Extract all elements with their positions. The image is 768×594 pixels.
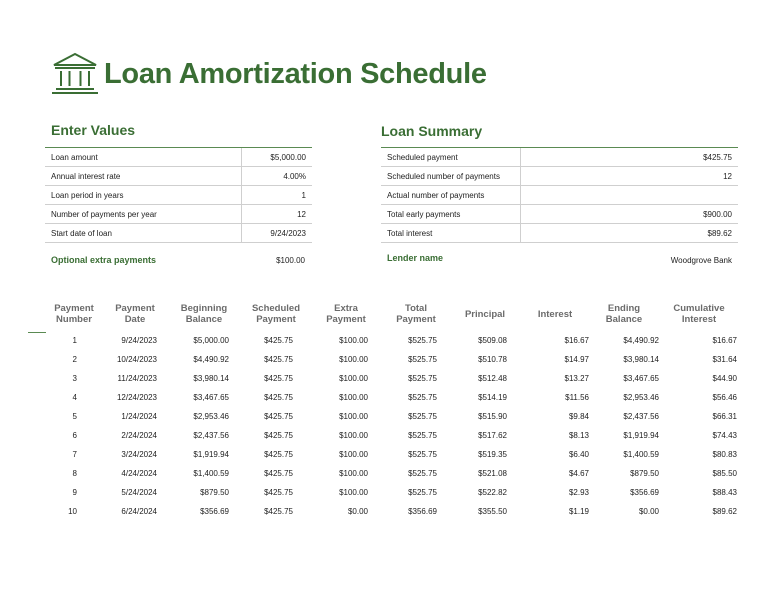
cell-ending: $2,953.46 (623, 393, 659, 402)
cell-total: $525.75 (408, 393, 437, 402)
payments-per-year-value[interactable]: 12 (241, 205, 312, 224)
column-header-cumint: Cumulative Interest (673, 303, 725, 325)
cell-extra: $100.00 (339, 336, 368, 345)
cell-cumint: $88.43 (712, 488, 737, 497)
cell-extra: $100.00 (339, 488, 368, 497)
row-label: Number of payments per year (45, 205, 241, 224)
amortization-schedule (45, 331, 745, 521)
loan-summary-row (381, 167, 738, 186)
title-row (50, 50, 487, 98)
cell-total: $525.75 (408, 450, 437, 459)
cell-ending: $0.00 (638, 507, 659, 516)
cell-date: 11/24/2023 (117, 374, 157, 383)
cell-sched: $425.75 (264, 488, 293, 497)
row-label: Annual interest rate (45, 167, 241, 186)
cell-principal: $510.78 (478, 355, 507, 364)
cell-date: 1/24/2024 (121, 412, 157, 421)
cell-principal: $509.08 (478, 336, 507, 345)
cell-ending: $3,467.65 (623, 374, 659, 383)
table-row (45, 445, 745, 464)
cell-sched: $425.75 (264, 355, 293, 364)
cell-num: 5 (72, 412, 77, 421)
cell-ending: $1,919.94 (623, 431, 659, 440)
cell-date: 5/24/2024 (121, 488, 157, 497)
enter-values-row (45, 205, 312, 224)
actual-number-value (520, 186, 738, 205)
cell-total: $356.69 (408, 507, 437, 516)
cell-sched: $425.75 (264, 374, 293, 383)
cell-total: $525.75 (408, 336, 437, 345)
cell-extra: $100.00 (339, 431, 368, 440)
cell-interest: $16.67 (564, 336, 589, 345)
table-row (45, 407, 745, 426)
cell-interest: $6.40 (568, 450, 589, 459)
cell-total: $525.75 (408, 412, 437, 421)
cell-interest: $13.27 (564, 374, 589, 383)
column-header-extra: Extra Payment (326, 303, 366, 325)
lender-name-label: Lender name (387, 253, 444, 263)
row-label: Start date of loan (45, 224, 241, 243)
lender-name-value[interactable]: Woodgrove Bank (670, 256, 732, 265)
cell-principal: $512.48 (478, 374, 507, 383)
cell-principal: $522.82 (478, 488, 507, 497)
table-row (45, 369, 745, 388)
cell-interest: $11.56 (565, 393, 589, 402)
total-interest-value: $89.62 (520, 224, 738, 243)
cell-num: 2 (72, 355, 77, 364)
cell-extra: $100.00 (339, 393, 368, 402)
cell-sched: $425.75 (264, 393, 293, 402)
start-date-value[interactable]: 9/24/2023 (241, 224, 312, 243)
cell-principal: $515.90 (478, 412, 507, 421)
cell-cumint: $31.64 (712, 355, 737, 364)
cell-sched: $425.75 (264, 469, 293, 478)
row-label: Total interest (381, 224, 520, 243)
cell-begin: $2,953.46 (193, 412, 229, 421)
cell-num: 8 (72, 469, 77, 478)
column-header-total: Total Payment (396, 303, 436, 325)
extra-payments-label: Optional extra payments (51, 255, 157, 265)
cell-total: $525.75 (408, 355, 437, 364)
cell-cumint: $85.50 (712, 469, 737, 478)
row-label: Total early payments (381, 205, 520, 224)
cell-sched: $425.75 (264, 412, 293, 421)
divider (28, 332, 46, 333)
cell-begin: $4,490.92 (193, 355, 229, 364)
column-header-begin: Beginning Balance (180, 303, 228, 325)
schedule-header (45, 300, 745, 328)
cell-sched: $425.75 (264, 507, 293, 516)
column-header-interest: Interest (537, 308, 573, 320)
cell-principal: $514.19 (478, 393, 507, 402)
cell-extra: $100.00 (339, 412, 368, 421)
cell-ending: $879.50 (630, 469, 659, 478)
column-header-num: Payment Number (54, 303, 94, 325)
column-header-date: Payment Date (115, 303, 155, 325)
enter-values-row (45, 186, 312, 205)
cell-interest: $9.84 (568, 412, 589, 421)
cell-cumint: $44.90 (712, 374, 737, 383)
table-row (45, 350, 745, 369)
enter-values-heading: Enter Values (51, 122, 136, 138)
cell-cumint: $74.43 (712, 431, 737, 440)
cell-extra: $100.00 (339, 374, 368, 383)
column-header-principal: Principal (464, 308, 506, 320)
loan-summary-row (381, 224, 738, 243)
cell-principal: $519.35 (478, 450, 507, 459)
page-title: Loan Amortization Schedule (104, 57, 487, 90)
cell-num: 6 (72, 431, 77, 440)
cell-begin: $3,467.65 (193, 393, 229, 402)
row-label: Loan amount (45, 148, 241, 167)
cell-principal: $355.50 (478, 507, 507, 516)
cell-begin: $1,400.59 (193, 469, 229, 478)
cell-interest: $14.97 (564, 355, 589, 364)
cell-interest: $2.93 (568, 488, 589, 497)
cell-num: 10 (68, 507, 77, 516)
row-label: Actual number of payments (381, 186, 520, 205)
loan-summary-row (381, 186, 738, 205)
cell-sched: $425.75 (264, 336, 293, 345)
cell-begin: $2,437.56 (193, 431, 229, 440)
loan-summary-row (381, 148, 738, 167)
cell-total: $525.75 (408, 488, 437, 497)
cell-cumint: $66.31 (712, 412, 737, 421)
table-row (45, 331, 745, 350)
cell-date: 10/24/2023 (116, 355, 157, 364)
cell-date: 4/24/2024 (121, 469, 157, 478)
cell-num: 1 (72, 336, 77, 345)
row-label: Scheduled payment (381, 148, 520, 167)
cell-begin: $1,919.94 (193, 450, 229, 459)
cell-ending: $3,980.14 (623, 355, 659, 364)
table-row (45, 502, 745, 521)
enter-values-table (45, 147, 312, 243)
cell-num: 3 (72, 374, 77, 383)
cell-extra: $100.00 (339, 355, 368, 364)
scheduled-number-value: 12 (520, 167, 738, 186)
cell-ending: $2,437.56 (623, 412, 659, 421)
table-row (45, 483, 745, 502)
cell-principal: $517.62 (478, 431, 507, 440)
cell-begin: $356.69 (200, 507, 229, 516)
cell-sched: $425.75 (264, 431, 293, 440)
cell-cumint: $16.67 (712, 336, 737, 345)
loan-summary-table (381, 147, 738, 243)
cell-principal: $521.08 (478, 469, 507, 478)
cell-date: 9/24/2023 (121, 336, 157, 345)
table-row (45, 426, 745, 445)
cell-ending: $4,490.92 (623, 336, 659, 345)
cell-extra: $100.00 (339, 469, 368, 478)
cell-date: 2/24/2024 (121, 431, 157, 440)
loan-summary-heading: Loan Summary (381, 123, 483, 139)
row-label: Scheduled number of payments (381, 167, 520, 186)
loan-summary-row (381, 205, 738, 224)
total-early-payments-value: $900.00 (520, 205, 738, 224)
scheduled-payment-value: $425.75 (520, 148, 738, 167)
cell-num: 7 (72, 450, 77, 459)
cell-begin: $879.50 (200, 488, 229, 497)
row-label: Loan period in years (45, 186, 241, 205)
cell-num: 9 (72, 488, 77, 497)
bank-icon (50, 51, 100, 97)
extra-payments-value[interactable]: $100.00 (276, 256, 305, 265)
enter-values-row (45, 167, 312, 186)
enter-values-row (45, 148, 312, 167)
cell-total: $525.75 (408, 374, 437, 383)
cell-ending: $1,400.59 (623, 450, 659, 459)
cell-extra: $100.00 (339, 450, 368, 459)
cell-date: 3/24/2024 (121, 450, 157, 459)
column-header-sched: Scheduled Payment (251, 303, 301, 325)
column-header-ending: Ending Balance (605, 303, 643, 325)
cell-begin: $5,000.00 (193, 336, 229, 345)
enter-values-row (45, 224, 312, 243)
interest-rate-value[interactable]: 4.00% (241, 167, 312, 186)
cell-total: $525.75 (408, 469, 437, 478)
table-row (45, 388, 745, 407)
cell-sched: $425.75 (264, 450, 293, 459)
cell-begin: $3,980.14 (193, 374, 229, 383)
cell-cumint: $80.83 (712, 450, 737, 459)
cell-extra: $0.00 (347, 507, 368, 516)
loan-period-value[interactable]: 1 (241, 186, 312, 205)
cell-total: $525.75 (408, 431, 437, 440)
cell-interest: $8.13 (568, 431, 589, 440)
cell-interest: $4.67 (568, 469, 589, 478)
cell-num: 4 (72, 393, 77, 402)
cell-interest: $1.19 (568, 507, 589, 516)
cell-date: 6/24/2024 (121, 507, 157, 516)
cell-cumint: $56.46 (712, 393, 737, 402)
cell-ending: $356.69 (630, 488, 659, 497)
loan-amount-value[interactable]: $5,000.00 (241, 148, 312, 167)
table-row (45, 464, 745, 483)
cell-date: 12/24/2023 (116, 393, 157, 402)
cell-cumint: $89.62 (712, 507, 737, 516)
